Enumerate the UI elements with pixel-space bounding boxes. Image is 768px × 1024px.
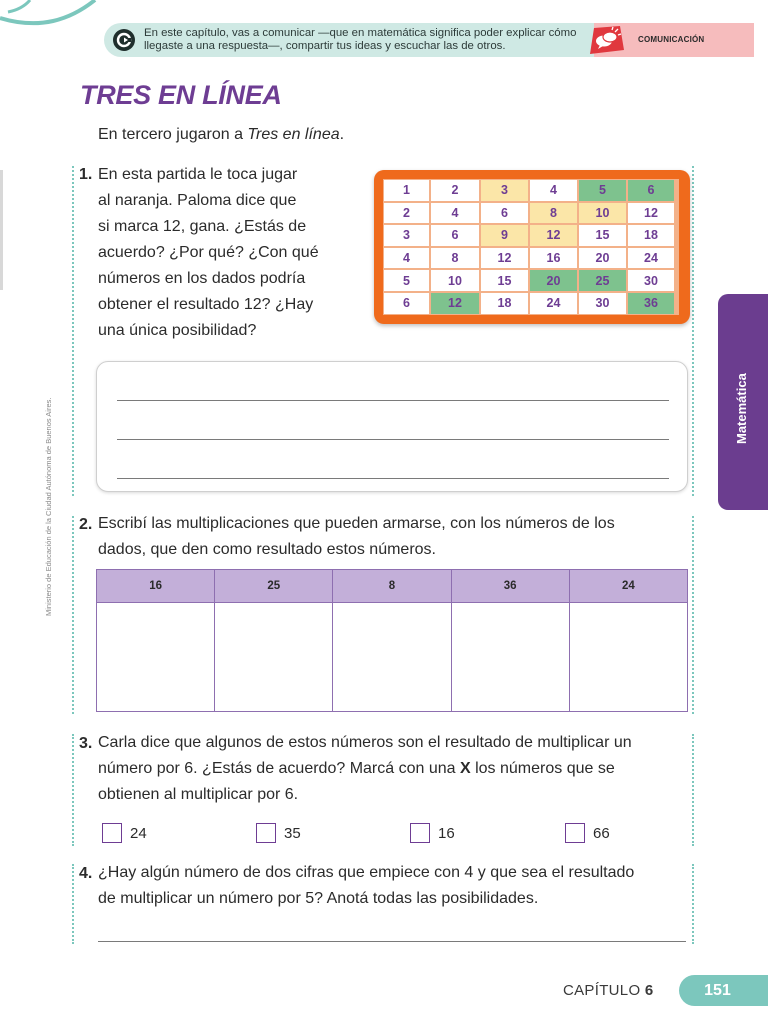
page-number: 151 [679,975,768,1006]
board-cell[interactable]: 10 [430,269,480,292]
question-1-line: números en los dados podría [98,270,306,287]
section-1-bracket-right [692,166,694,496]
publisher-credit: Ministerio de Educación de la Ciudad Autónoma de Buenos Aires. [44,397,53,616]
question-3-line: obtienen al multiplicar por 6. [98,786,299,803]
board-cell[interactable]: 1 [383,179,430,202]
table-answer-cell[interactable] [333,603,451,712]
speech-bubbles-icon [588,24,626,56]
table-header: 8 [333,570,451,603]
table-header: 24 [569,570,687,603]
question-1-line: si marca 12, gana. ¿Estás de [98,218,307,235]
board-cell[interactable]: 16 [529,247,578,270]
answer-line[interactable] [117,439,669,440]
question-4-number: 4. [79,865,93,882]
board-cell[interactable]: 30 [627,269,675,292]
intro-after: . [339,126,345,143]
section-1-bracket [72,166,82,496]
arrow-circle-icon [112,28,136,52]
question-1-line: al naranja. Paloma dice que [98,192,297,209]
board-cell[interactable]: 24 [529,292,578,315]
board-cell[interactable]: 8 [430,247,480,270]
page-title: TRES EN LÍNEA [80,80,282,110]
question-1-line: acuerdo? ¿Por qué? ¿Con qué [98,244,319,261]
question-1-number: 1. [79,166,93,183]
board-cell[interactable]: 3 [480,179,529,202]
checkbox[interactable] [565,823,585,843]
question-2-line: dados, que den como resultado estos números. [98,541,436,558]
board-cell[interactable]: 2 [383,202,430,225]
board-cell[interactable]: 9 [480,224,529,247]
intro-italic: Tres en línea [247,126,340,143]
option-35[interactable] [256,823,301,843]
question-1-line: obtener el resultado 12? ¿Hay [98,296,314,313]
board-cell[interactable]: 2 [430,179,480,202]
question-3-number: 3. [79,735,93,752]
board-cell[interactable]: 5 [578,179,627,202]
answer-box[interactable] [96,361,688,492]
banner-text: En este capítulo, vas a comunicar —que en matemática significa poder explicar cómo llegaste a una respuesta—, compartir tus ideas y escuchar las de otros. [144,27,577,52]
question-1-text [98,162,368,344]
option-label: 66 [593,824,610,842]
board-cell[interactable]: 4 [383,247,430,270]
board-cell[interactable]: 6 [430,224,480,247]
board-cell[interactable]: 4 [430,202,480,225]
question-3-line2-before: número por 6. ¿Estás de acuerdo? Marcá con una [98,760,460,777]
board-cell[interactable]: 8 [529,202,578,225]
question-2-number: 2. [79,516,93,533]
multiplication-table [96,569,688,712]
question-3-line [98,756,692,782]
question-4-text [98,860,692,912]
tic-tac-toe-board [374,170,690,324]
option-24[interactable] [102,823,147,843]
table-answer-cell[interactable] [451,603,569,712]
board-cell[interactable]: 10 [578,202,627,225]
question-4-line: de multiplicar un número por 5? Anotá todas las posibilidades. [98,890,539,907]
board-cell[interactable]: 15 [578,224,627,247]
intro-text [98,126,344,144]
board-cell[interactable]: 6 [480,202,529,225]
option-label: 35 [284,824,301,842]
option-16[interactable] [410,823,455,843]
board-cell[interactable]: 12 [627,202,675,225]
board-cell[interactable]: 12 [480,247,529,270]
board-cell[interactable]: 12 [529,224,578,247]
board-cell[interactable]: 36 [627,292,675,315]
tag-label: COMUNICACIÓN [638,35,705,44]
question-2-line: Escribí las multiplicaciones que pueden armarse, con los números de los [98,515,615,532]
board-cell[interactable]: 6 [383,292,430,315]
board-cell[interactable]: 20 [578,247,627,270]
chapter-banner [104,23,754,57]
board-cell[interactable]: 18 [627,224,675,247]
option-66[interactable] [565,823,610,843]
question-1-line: una única posibilidad? [98,322,257,339]
answer-line[interactable] [117,400,669,401]
board-cell[interactable]: 18 [480,292,529,315]
subject-tab-label: Matemática [734,373,749,444]
chapter-number: 6 [644,982,654,999]
question-1-line: En esta partida le toca jugar [98,166,298,183]
table-answer-cell[interactable] [215,603,333,712]
board-cell[interactable]: 15 [480,269,529,292]
question-4-line: ¿Hay algún número de dos cifras que empiece con 4 y que sea el resultado [98,864,635,881]
board-cell[interactable]: 5 [383,269,430,292]
board-cell[interactable]: 12 [430,292,480,315]
page-edge-mark [0,170,3,290]
board-cell[interactable]: 24 [627,247,675,270]
table-header: 16 [97,570,215,603]
question-3-text [98,730,692,808]
board-cell[interactable]: 20 [529,269,578,292]
board-cell[interactable]: 3 [383,224,430,247]
checkbox[interactable] [256,823,276,843]
table-answer-cell[interactable] [97,603,215,712]
answer-line[interactable] [98,941,686,942]
question-2-text [98,511,688,563]
communication-tag [594,23,754,57]
board-cell[interactable]: 25 [578,269,627,292]
board-cell[interactable]: 6 [627,179,675,202]
table-header: 25 [215,570,333,603]
question-3-line2-bold: X [459,760,471,777]
board-cell[interactable]: 4 [529,179,578,202]
checkbox[interactable] [410,823,430,843]
option-label: 24 [130,824,147,842]
board-grid [383,179,679,315]
subject-tab [718,294,768,510]
question-3-line: Carla dice que algunos de estos números son el resultado de multiplicar un [98,734,632,751]
chapter-word: CAPÍTULO [563,982,641,999]
intro-before: En tercero jugaron a [98,126,248,143]
table-answer-cell[interactable] [569,603,687,712]
checkbox[interactable] [102,823,122,843]
chapter-label [563,982,654,999]
table-header: 36 [451,570,569,603]
question-3-line2-after: los números que se [470,760,615,777]
option-label: 16 [438,824,455,842]
answer-line[interactable] [117,478,669,479]
board-cell[interactable]: 30 [578,292,627,315]
